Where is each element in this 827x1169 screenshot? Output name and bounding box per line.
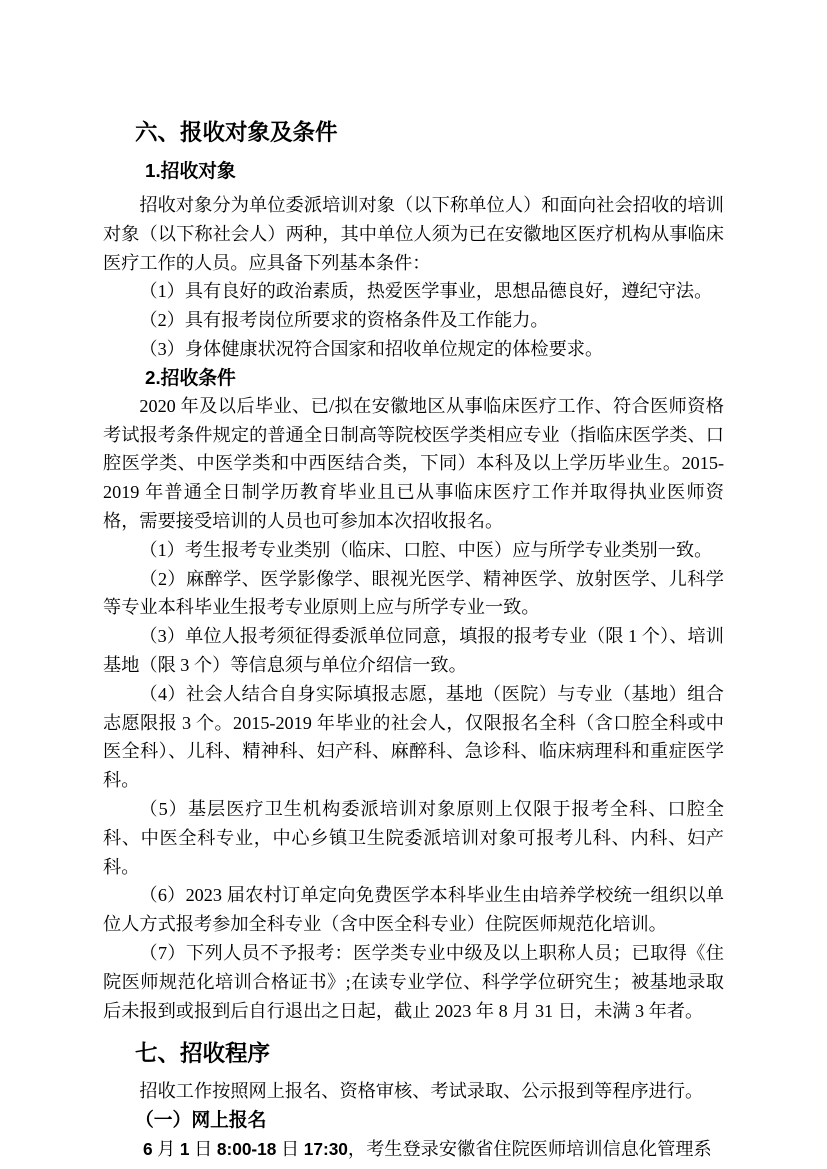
condition-item-5: （5）基层医疗卫生机构委派培训对象原则上仅限于报考全科、口腔全科、中医全科专业，中心乡镇卫生院委派培训对象可报考儿科、内科、妇产科。 bbox=[103, 798, 724, 877]
online-registration-heading: （一）网上报名 bbox=[135, 1109, 267, 1131]
condition-item-4: （4）社会人结合自身实际填报志愿，基地（医院）与专业（基地）组合志愿限报 3 个。2015-2019 年毕业的社会人，仅限报名全科（含口腔全科或中医全科）、儿科、精神科、妇产科、麻醉科、急诊科、临床病理科和重症医学科。 bbox=[103, 683, 724, 791]
condition-item-2: （2）麻醉学、医学影像学、眼视光医学、精神医学、放射医学、儿科学等专业本科毕业生报考专业原则上应与所学专业一致。 bbox=[103, 568, 724, 618]
basic-condition-item-3: （3）身体健康状况符合国家和招收单位规定的体检要求。 bbox=[139, 338, 604, 359]
basic-condition-item-2: （2）具有报考岗位所要求的资格条件及工作能力。 bbox=[139, 310, 549, 331]
recruit-targets-intro-paragraph: 招收对象分为单位委派培训对象（以下称单位人）和面向社会招收的培训对象（以下称社会人）两种，其中单位人须为已在安徽地区医疗机构从事临床医疗工作的人员。应具备下列基本条件： bbox=[103, 195, 724, 273]
condition-item-1: （1）考生报考专业类别（临床、口腔、中医）应与所学专业类别一致。 bbox=[139, 539, 713, 560]
reg-segment-text: ，考生登录安徽省住院医师培训信息化管理系 bbox=[347, 1138, 712, 1159]
reg-end-time-number: 17:30 bbox=[303, 1138, 348, 1159]
condition-item-7: （7）下列人员不予报考：医学类专业中级及以上职称人员；已取得《住院医师规范化培训合格证书》;在读专业学位、科学学位研究生；被基地录取后未报到或报到后自行退出之日起，截止 2023 年 8 月 31 日，未满 3 年者。 bbox=[103, 942, 724, 1021]
subsection-recruit-conditions-heading: 2.招收条件 bbox=[145, 366, 236, 388]
online-registration-paragraph bbox=[103, 1135, 724, 1164]
reg-date-day-number: 1 bbox=[179, 1138, 190, 1159]
reg-segment-text: 月 bbox=[152, 1138, 180, 1159]
subsection-recruit-targets-heading: 1.招收对象 bbox=[145, 160, 236, 181]
eligibility-paragraph: 2020 年及以后毕业、已/拟在安徽地区从事临床医疗工作、符合医师资格考试报考条件规定的普通全日制高等院校医学类相应专业（指临床医学类、口腔医学类、中医学类和中西医结合类，下同）本科及以上学历毕业生。2015-2019 年普通全日制学历教育毕业且已从事临床医疗工作并取得执业医师资格，需要接受培训的人员也可参加本次招收报名。 bbox=[103, 395, 724, 531]
reg-segment-text: 日 bbox=[189, 1138, 217, 1159]
reg-segment-text: 日 bbox=[276, 1138, 304, 1159]
reg-start-time-number: 8:00-18 bbox=[216, 1138, 277, 1159]
condition-item-3: （3）单位人报考须征得委派单位同意，填报的报考专业（限 1 个）、培训基地（限 3 个）等信息须与单位介绍信一致。 bbox=[103, 626, 724, 675]
reg-date-month-number: 6 bbox=[143, 1138, 153, 1159]
section-7-heading: 七、招收程序 bbox=[135, 1041, 271, 1067]
section-6-heading: 六、报收对象及条件 bbox=[135, 120, 338, 145]
procedure-intro-paragraph: 招收工作按照网上报名、资格审核、考试录取、公示报到等程序进行。 bbox=[139, 1081, 704, 1102]
basic-condition-item-1: （1）具有良好的政治素质，热爱医学事业，思想品德良好，遵纪守法。 bbox=[139, 281, 713, 302]
condition-item-6: （6）2023 届农村订单定向免费医学本科毕业生由培养学校统一组织以单位人方式报考参加全科专业（含中医全科专业）住院医师规范化培训。 bbox=[103, 885, 724, 935]
